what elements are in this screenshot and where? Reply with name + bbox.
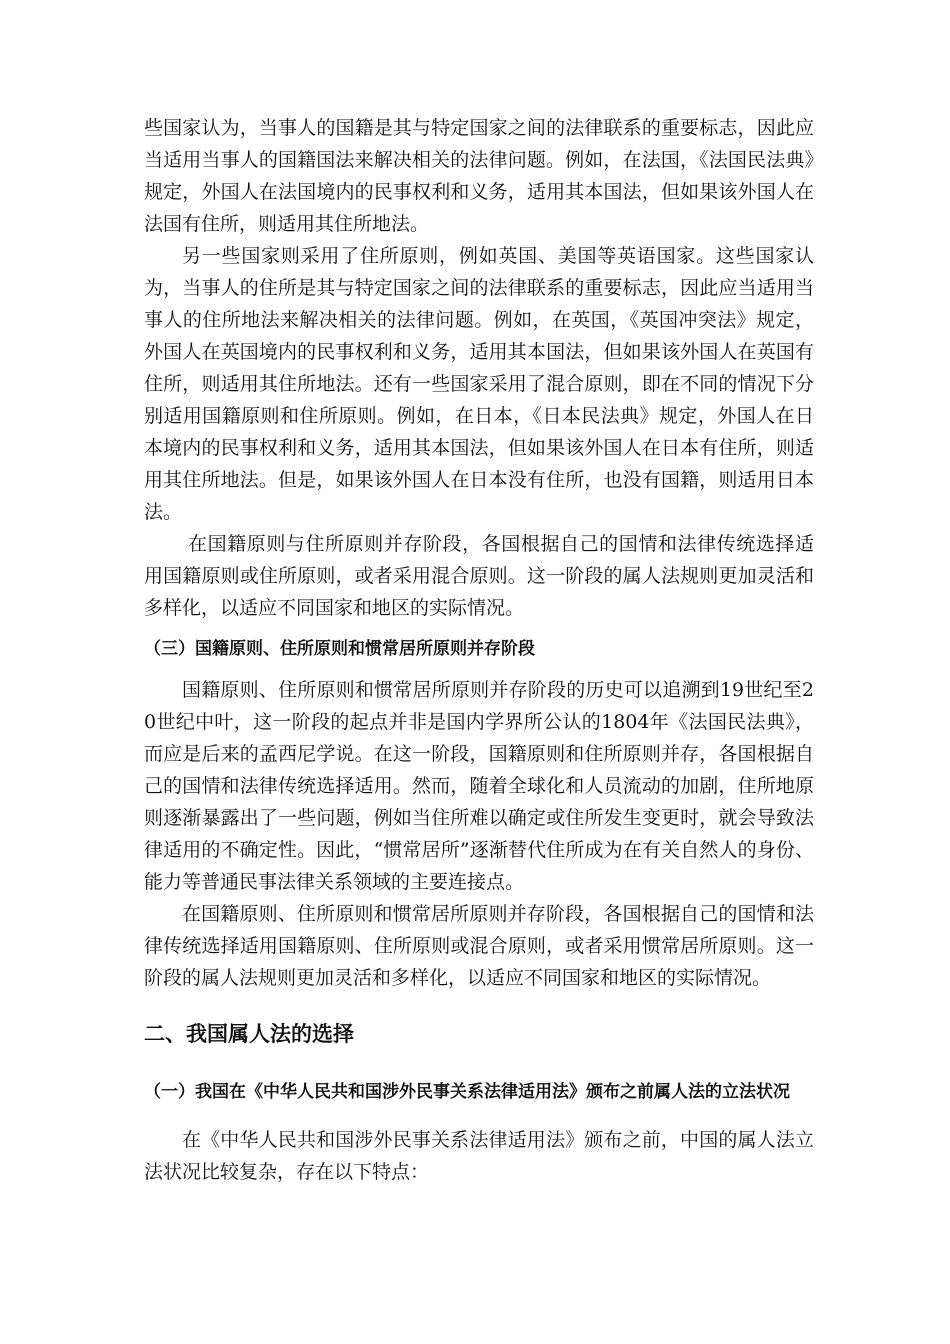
section-heading-three: （三）国籍原则、住所原则和惯常居所原则并存阶段 [144, 639, 535, 659]
paragraph-habitual-residence-summary: 在国籍原则、住所原则和惯常居所原则并存阶段，各国根据自己的国情和法律传统选择适用国籍原则、住所原则或混合原则，或者采用惯常居所原则。这一阶段的属人法规则更加灵活和多样化，以适应不同国家和地区的实际情况。 [144, 903, 814, 989]
paragraph-legislation-status: 在《中华人民共和国涉外民事关系法律适用法》颁布之前，中国的属人法立法状况比较复杂，存在以下特点： [144, 1129, 814, 1183]
chapter-heading-two: 二、我国属人法的选择 [144, 1022, 354, 1046]
paragraph-coexistence-summary: 在国籍原则与住所原则并存阶段，各国根据自己的国情和法律传统选择适用国籍原则或住所原则，或者采用混合原则。这一阶段的属人法规则更加灵活和多样化，以适应不同国家和地区的实际情况。 [144, 533, 814, 619]
document-body [144, 112, 814, 1188]
paragraph-habitual-residence-history: 国籍原则、住所原则和惯常居所原则并存阶段的历史可以追溯到19世纪至20世纪中叶，这一阶段的起点并非是国内学界所公认的1804年《法国民法典》，而应是后来的孟西尼学说。在这一阶段，国籍原则和住所原则并存，各国根据自己的国情和法律传统选择适用。然而，随着全球化和人员流动的加剧，住所地原则逐渐暴露出了一些问题，例如当住所难以确定或住所发生变更时，就会导致法律适用的不确定性。因此，“惯常居所”逐渐替代住所成为在有关自然人的身份、能力等普通民事法律关系领域的主要连接点。 [144, 679, 814, 893]
paragraph-domicile-principle: 另一些国家则采用了住所原则，例如英国、美国等英语国家。这些国家认为，当事人的住所是其与特定国家之间的法律联系的重要标志，因此应当适用当事人的住所地法来解决相关的法律问题。例如，在英国，《英国冲突法》规定，外国人在英国境内的民事权利和义务，适用其本国法，但如果该外国人在英国有住所，则适用其住所地法。还有一些国家采用了混合原则，即在不同的情况下分别适用国籍原则和住所原则。例如，在日本，《日本民法典》规定，外国人在日本境内的民事权利和义务，适用其本国法，但如果该外国人在日本有住所，则适用其住所地法。但是，如果该外国人在日本没有住所，也没有国籍，则适用日本法。 [144, 245, 814, 523]
subsection-heading-one: （一）我国在《中华人民共和国涉外民事关系法律适用法》颁布之前属人法的立法状况 [144, 1082, 790, 1102]
paragraph-nationality-countries: 些国家认为，当事人的国籍是其与特定国家之间的法律联系的重要标志，因此应当适用当事人的国籍国法来解决相关的法律问题。例如，在法国，《法国民法典》规定，外国人在法国境内的民事权利和义务，适用其本国法，但如果该外国人在法国有住所，则适用其住所地法。 [144, 117, 814, 235]
